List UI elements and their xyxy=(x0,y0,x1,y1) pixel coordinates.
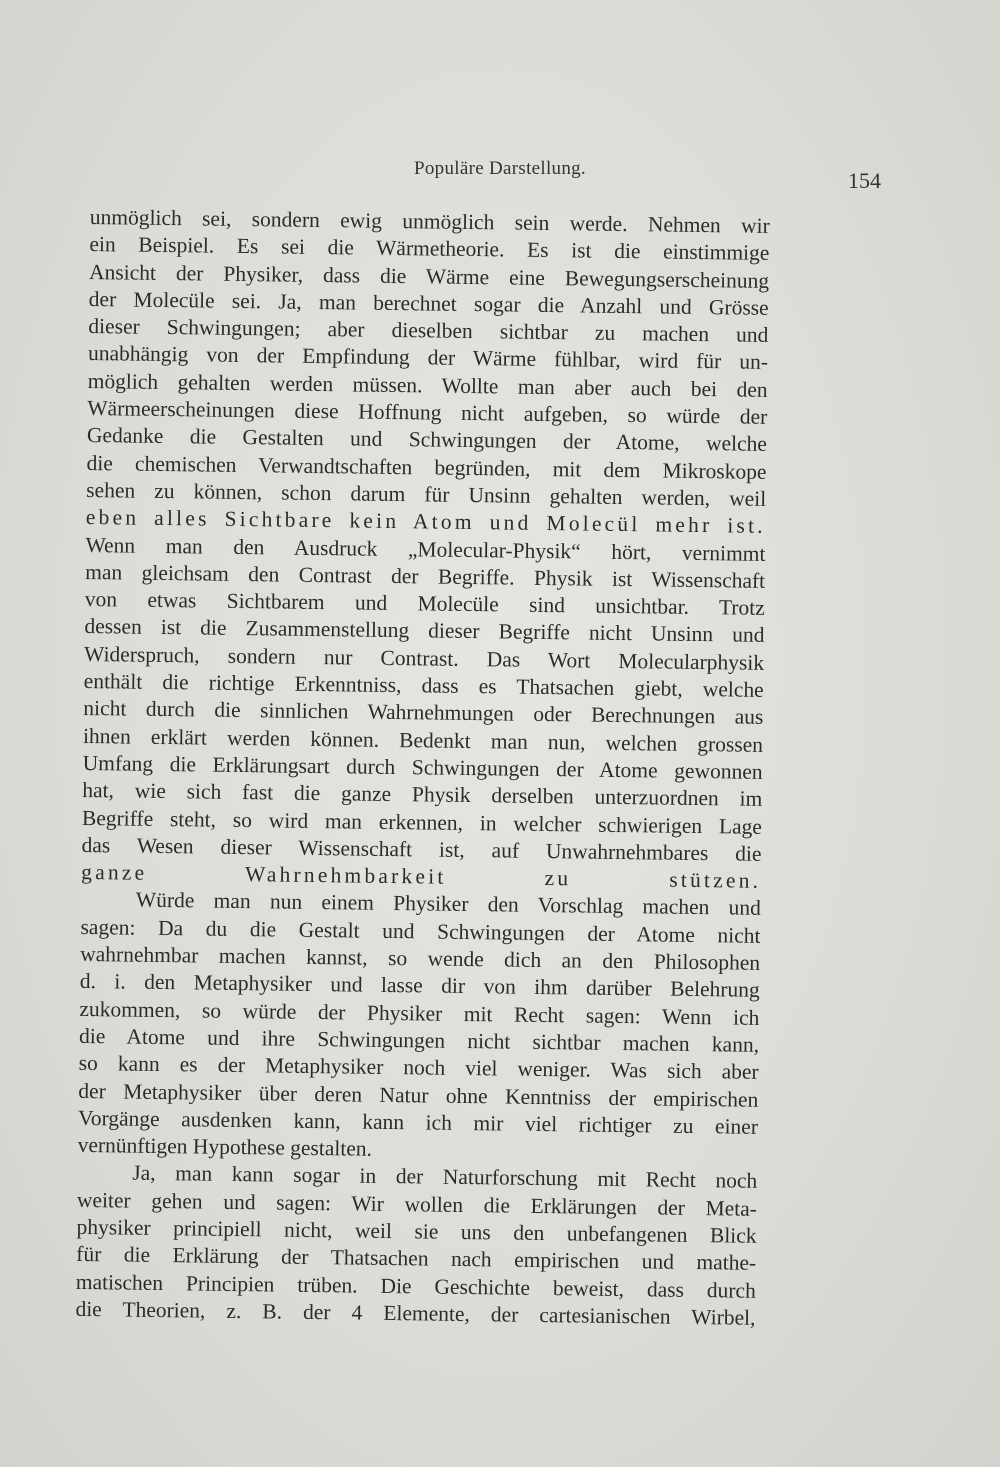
text-line: physiker principiell nicht, weil sie uns den unbefangenen Blick xyxy=(76,1214,757,1248)
text-line: wahrnehmbar machen kannst, so wende dich an den Philosophen xyxy=(80,941,761,975)
text-line: Ansicht der Physiker, dass die Wärme eine Bewegungserscheinung xyxy=(88,259,770,293)
text-line: die Theorien, z. B. der 4 Elemente, der cartesianischen Wirbel, xyxy=(75,1296,756,1330)
text-line: Ja, man kann sogar in der Naturforschung mit Recht noch xyxy=(132,1161,758,1194)
running-title: Populäre Darstellung. xyxy=(414,158,586,179)
text-line: dieser Schwingungen; aber dieselben sichtbar zu machen und xyxy=(88,314,769,348)
paragraph xyxy=(81,204,770,895)
text-line: nicht durch die sinnlichen Wahrnehmungen oder Berechnungen aus xyxy=(83,696,764,730)
text-line: Widerspruch, sondern nur Contrast. Das Wort Molecularphysik xyxy=(83,641,765,675)
text-line: von etwas Sichtbarem und Molecüle sind unsichtbar. Trotz xyxy=(84,587,765,621)
text-line: Gedanke die Gestalten und Schwingungen der Atome, welche xyxy=(86,423,768,457)
text-line: hat, wie sich fast die ganze Physik derselben unterzuordnen im xyxy=(82,778,763,812)
text-line: ganze Wahrnehmbarkeit zu stützen. xyxy=(81,860,762,893)
text-line: weiter gehen und sagen: Wir wollen die Erklärungen der Meta- xyxy=(76,1187,758,1221)
text-line: d. i. den Metaphysiker und lasse dir von ihm darüber Belehrung xyxy=(79,969,760,1003)
text-line: zukommen, so würde der Physiker mit Recht sagen: Wenn ich xyxy=(79,996,760,1030)
text-line: ihnen erklärt werden können. Bedenkt man nun, welchen grossen xyxy=(82,723,764,757)
text-line: unmöglich sei, sondern ewig unmöglich sein werde. Nehmen wir xyxy=(89,204,770,238)
text-line: enthält die richtige Erkenntniss, dass es Thatsachen giebt, welche xyxy=(83,669,764,702)
text-line: der Metaphysiker über deren Natur ohne Kenntniss der empirischen xyxy=(78,1078,759,1112)
text-line: möglich gehalten werden müssen. Wollte man aber auch bei den xyxy=(87,368,768,402)
text-line: sagen: Da du die Gestalt und Schwingungen der Atome nicht xyxy=(80,914,761,948)
text-line: Umfang die Erklärungsart durch Schwingungen der Atome gewonnen xyxy=(82,750,763,784)
text-line: eben alles Sichtbare kein Atom und Molecül mehr ist. xyxy=(85,505,766,539)
text-line: Würde man nun einem Physiker den Vorschlag machen und xyxy=(135,888,761,921)
text-line: dessen ist die Zusammenstellung dieser Begriffe nicht Unsinn und xyxy=(84,614,765,648)
text-line: Wärmeerscheinungen diese Hoffnung nicht aufgeben, so würde der xyxy=(87,396,768,429)
text-line: der Molecüle sei. Ja, man berechnet sogar die Anzahl und Grösse xyxy=(88,286,769,320)
text-line: so kann es der Metaphysiker noch viel weniger. Was sich aber xyxy=(78,1051,759,1085)
text-line: Vorgänge ausdenken kann, kann ich mir viel richtiger zu einer xyxy=(77,1105,759,1139)
text-line: man gleichsam den Contrast der Begriffe. Physik ist Wissenschaft xyxy=(85,559,766,593)
text-line: für die Erklärung der Thatsachen nach empirischen und mathe- xyxy=(76,1242,757,1276)
text-line: das Wesen dieser Wissenschaft ist, auf Unwahrnehmbares die xyxy=(81,832,762,866)
text-line: unabhängig von der Empfindung der Wärme fühlbar, wird für un- xyxy=(87,341,769,375)
body-text xyxy=(75,204,770,1332)
text-line: vernünftigen Hypothese gestalten. xyxy=(77,1133,373,1161)
text-line: matischen Principien trüben. Die Geschichte beweist, dass durch xyxy=(75,1269,756,1303)
text-line: Begriffe steht, so wird man erkennen, in welcher schwierigen Lage xyxy=(81,805,763,839)
paragraph xyxy=(75,1159,757,1332)
paragraph xyxy=(77,886,761,1168)
page-number: 154 xyxy=(848,168,881,193)
text-line: sehen zu können, schon darum für Unsinn gehalten werden, weil xyxy=(86,477,767,511)
text-line: Wenn man den Ausdruck „Molecular-Physik“ hört, vernimmt xyxy=(85,532,766,566)
text-line: die Atome und ihre Schwingungen nicht sichtbar machen kann, xyxy=(78,1023,760,1057)
text-line: ein Beispiel. Es sei die Wärmetheorie. Es ist die einstimmige xyxy=(89,232,770,266)
text-line: die chemischen Verwandtschaften begründen, mit dem Mikroskope xyxy=(86,450,767,484)
